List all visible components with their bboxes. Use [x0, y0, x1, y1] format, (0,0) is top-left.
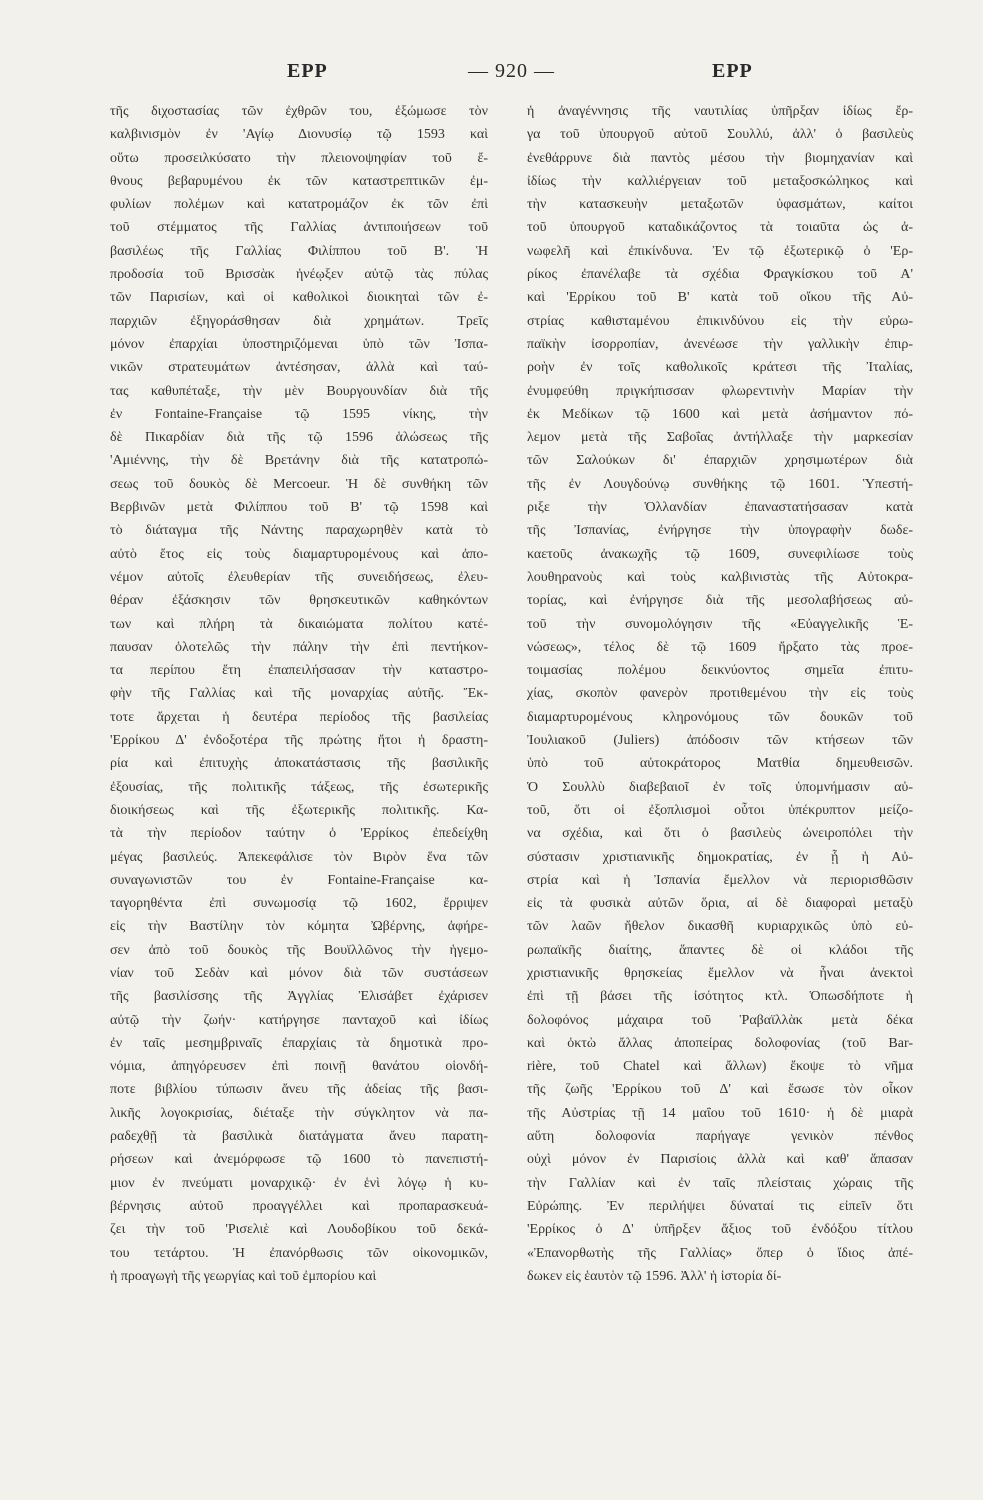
text-line: ἰδίως τὴν καλλιέργειαν τοῦ μεταξοσκώληκος καὶ: [527, 173, 913, 189]
text-line: ἐκ Μεδίκων τῷ 1600 καὶ μετὰ ἀσήμαντον πό-: [527, 406, 913, 422]
text-line: θέραν ἐξάσκησιν τῶν θρησκευτικῶν καθηκόντων: [110, 593, 488, 609]
text-line: φυλίων πολέμων καὶ κατατρομάζον ἐκ τῶν ἐπὶ: [110, 197, 488, 213]
text-line: των καὶ πλήρη τὰ δικαιώματα πολίτου κατέ-: [110, 616, 488, 632]
text-line: οὐχὶ μόνον ἐν Παρισίοις ἀλλὰ καὶ καθ' ἅπασαν: [527, 1152, 913, 1168]
text-line: τοῦ τὴν συνομολόγησιν τῆς «Εὐαγγελικῆς Ἑ-: [527, 616, 913, 632]
text-line: τοῦ, ὅτι οἱ ἐξοπλισμοὶ οὗτοι ὑπέκρυπτον μείζο-: [527, 802, 913, 818]
text-line: συναγωνιστῶν του ἐν Fontaine-Française κα-: [110, 872, 488, 888]
text-line: τορίας, καὶ ἐνήργησε διὰ τῆς μεσολαβήσεως αὐ-: [527, 593, 913, 609]
right-text-column: [527, 100, 913, 1288]
text-line: λικῆς λογοκρισίας, διέταξε τὴν σύγκλητον νὰ πα-: [110, 1105, 488, 1121]
text-line: ἡ ἀναγέννησις τῆς ναυτιλίας ὑπῆρξαν ἰδίως ἔρ-: [527, 104, 913, 119]
text-line: καετοῦς ἀνακωχῆς τῷ 1609, συνεφιλίωσε τοὺς: [527, 546, 913, 562]
text-line: χίας, σκοπὸν φανερὸν προτιθεμένου τὴν εἰς τοὺς: [527, 686, 913, 702]
text-line: νικῶν στρατευμάτων ἀντέσησαν, ἀλλὰ καὶ ταύ-: [110, 360, 488, 376]
text-line: ρήσεων καὶ ἀνεμόρφωσε τῷ 1600 τὸ πανεπιστή-: [110, 1152, 488, 1168]
text-line: τῶν Παρισίων, καὶ οἱ καθολικοὶ διοικηταὶ τῶν ἐ-: [110, 290, 488, 306]
text-line: τοιμασίας πολέμου δεικνύοντος σημεῖα ἐπιτυ-: [527, 663, 913, 679]
text-line: δωκεν εἰς ἑαυτὸν τῷ 1596. Ἀλλ' ἡ ἱστορία δί-: [527, 1268, 782, 1284]
text-line: ραδεχθῇ τὰ βασιλικὰ διατάγματα ἄνευ παρατη-: [110, 1129, 488, 1145]
text-line: αὐτὸ ἔτος εἰς τοὺς διαμαρτυρομένους καὶ ἀπο-: [110, 546, 488, 562]
text-line: Βερβινῶν μετὰ Φιλίππου τοῦ Β' τῷ 1598 καὶ: [110, 500, 488, 516]
text-line: ὑπὸ τοῦ αὐτοκράτορος Ματθία δημευθεισῶν.: [527, 756, 913, 772]
text-line: σύστασιν χριστιανικῆς δημοκρατίας, ἐν ᾗ ἡ Αὐ-: [527, 849, 913, 865]
text-line: ρωπαϊκῆς διαίτης, ἅπαντες δὲ οἱ κλάδοι τῆς: [527, 942, 913, 958]
text-line: καλβινισμὸν ἐν 'Αγίῳ Διονυσίῳ τῷ 1593 καὶ: [110, 127, 488, 143]
header-left-keyword: ΕΡΡ: [287, 60, 328, 82]
text-line: τῆς ἐν Λουγδούνῳ συνθήκης τῷ 1601. Ὑπεστή-: [527, 476, 913, 492]
text-line: γα τοῦ ὑπουργοῦ αὐτοῦ Σουλλύ, ἀλλ' ὁ βασιλεὺς: [527, 127, 913, 143]
text-line: ἐνυμφεύθη πριγκήπισσαν φλωρεντινὴν Μαρίαν τὴν: [527, 383, 913, 399]
left-text-column: [110, 100, 488, 1288]
text-line: θνους βεβαρυμένου ἐκ τῶν καταστρεπτικῶν ἐμ-: [110, 173, 488, 189]
text-line: τὴν κατασκευὴν μεταξωτῶν ὑφασμάτων, καίτοι: [527, 197, 913, 213]
text-line: καὶ ὀκτὼ ἄλλας ἀποπείρας δολοφονίας (τοῦ Bar-: [527, 1035, 913, 1051]
text-line: νωφελῆ καὶ ἐπικίνδυνα. Ἐν τῷ ἐξωτερικῷ ὁ 'Ερ-: [527, 243, 913, 259]
text-line: τοῦ στέμματος τῆς Γαλλίας ἀντιποιήσεων τοῦ: [110, 220, 488, 236]
text-line: προδοσία τοῦ Βρισσὰκ ἠνέῳξεν αὐτῷ τὰς πύλας: [110, 267, 488, 283]
text-line: αὕτη δολοφονία παρήγαγε γενικὸν πένθος: [527, 1129, 913, 1145]
page-header: [0, 60, 983, 90]
text-line: τα περίπου ἔτη ἐπαπειλήσασαν τὴν καταστρο-: [110, 663, 488, 679]
text-line: 'Ερρίκος ὁ Δ' ὑπῆρξεν ἄξιος τοῦ ἐνδόξου τίτλου: [527, 1222, 913, 1238]
text-line: ροὴν ἐν τοῖς καθολικοῖς κράτεσι τῆς Ἰταλίας,: [527, 360, 913, 376]
text-line: δολοφόνος μάχαιρα τοῦ Ῥαβαϊλλὰκ μετὰ δέκα: [527, 1012, 913, 1028]
text-line: ταγορηθέντα ἐπὶ συνωμοσίᾳ τῷ 1602, ἔρριψεν: [110, 896, 488, 912]
text-line: τοῦ ὑπουργοῦ καταδικάζοντος τὰ τοιαῦτα ὡς ἀ-: [527, 220, 913, 236]
text-line: 'Ερρίκου Δ' ἐνδοξοτέρα τῆς πρώτης ἤτοι ἡ δραστη-: [110, 733, 488, 749]
text-line: αὐτῷ τὴν ζωήν· κατήργησε πανταχοῦ καὶ ἰδίως: [110, 1012, 488, 1028]
text-line: τὴν Γαλλίαν καὶ ἐν ταῖς πλείσταις χώραις τῆς: [527, 1175, 913, 1191]
text-line: ἐνεθάρρυνε διὰ παντὸς μέσου τὴν βιομηχανίαν καὶ: [527, 150, 913, 166]
text-line: ἡ προαγωγὴ τῆς γεωργίας καὶ τοῦ ἐμπορίου καὶ: [110, 1268, 377, 1284]
text-line: τῆς ζωῆς 'Ερρίκου τοῦ Δ' καὶ ἔσωσε τὸν οἶκον: [527, 1082, 913, 1098]
text-line: τῆς Αὐστρίας τῇ 14 μαΐου τοῦ 1610· ἡ δὲ μιαρὰ: [527, 1105, 913, 1121]
text-line: τοτε ἄρχεται ἡ δευτέρα περίοδος τῆς βασιλείας: [110, 709, 488, 725]
text-line: να σχέδια, καὶ ὅτι ὁ βασιλεὺς ὠνειροπόλει τὴν: [527, 826, 913, 842]
text-line: τῆς διχοστασίας τῶν ἐχθρῶν του, ἐξώμωσε τὸν: [110, 104, 488, 119]
text-line: Εὐρώπης. Ἐν περιλήψει δύναταί τις εἰπεῖν ὅτι: [527, 1198, 913, 1214]
text-line: νώσεως», τέλος δὲ τῷ 1609 ἤρξατο τὰς προε-: [527, 639, 913, 655]
text-line: εἰς τὰ φυσικὰ αὐτῶν ὅρια, αἱ δὲ διαφοραὶ μεταξὺ: [527, 896, 913, 912]
text-line: «Ἐπανορθωτὴς τῆς Γαλλίας» ὅπερ ὁ ἴδιος ἀπέ-: [527, 1245, 913, 1261]
text-line: ἐπὶ τῇ βάσει τῆς ἰσότητος κτλ. Ὁπωσδήποτε ἡ: [527, 989, 913, 1005]
text-line: του τετάρτου. Ἡ ἐπανόρθωσις τῶν οἰκονομικῶν,: [110, 1245, 488, 1261]
text-line: χριστιανικῆς θρησκείας ἔμελλον νὰ ἦναι ἀνεκτοὶ: [527, 965, 913, 981]
text-line: βέρνησις αὐτοῦ προαγγέλλει καὶ προπαρασκευά-: [110, 1198, 488, 1214]
text-line: ἐν Fontaine-Française τῷ 1595 νίκης, τὴν: [110, 406, 488, 422]
text-line: καὶ 'Ερρίκου τοῦ Β' κατὰ τοῦ οἴκου τῆς Αὐ-: [527, 290, 913, 306]
text-line: ἐξουσίας, τῆς πολιτικῆς τάξεως, τῆς ἐσωτερικῆς: [110, 779, 488, 795]
text-line: μιον ἐν πνεύματι μοναρχικῷ· ἐν ἑνὶ λόγῳ ἡ κυ-: [110, 1175, 488, 1191]
text-line: σεως τοῦ δουκὸς δὲ Mercoeur. Ἡ δὲ συνθήκη τῶν: [110, 476, 488, 492]
text-line: στρία καὶ ἡ Ἰσπανία ἔμελλον νὰ περιορισθῶσιν: [527, 872, 913, 888]
text-line: νίαν τοῦ Σεδὰν καὶ μόνον διὰ τῶν συστάσεων: [110, 965, 488, 981]
text-line: rière, τοῦ Chatel καὶ ἄλλων) ἔκοψε τὸ νῆμα: [527, 1059, 913, 1075]
text-line: εἰς τὴν Βαστίλην τὸν κόμητα Ὠβέρνης, ἀφήρε-: [110, 919, 488, 935]
text-line: τὰ τὴν περίοδον ταύτην ὁ 'Ερρίκος ἐπεδείχθη: [110, 826, 488, 842]
text-line: φὴν τῆς Γαλλίας καὶ τῆς μοναρχίας αὐτῆς. Ἔκ-: [110, 686, 488, 702]
text-line: τῶν Σαλούκων δι' ἐπαρχιῶν χρησιμωτέρων διὰ: [527, 453, 913, 469]
text-line: ριξε τὴν Ὁλλανδίαν ἐπαναστατήσασαν κατὰ: [527, 500, 913, 516]
text-line: τῶν λαῶν ἤθελον δικασθῆ κυριαρχικῶς ὑπὸ εὐ-: [527, 919, 913, 935]
text-line: διαμαρτυρομένους κληρονόμους τῶν δουκῶν τοῦ: [527, 709, 913, 725]
page-number: — 920 —: [468, 60, 555, 82]
text-line: λουθηρανοὺς καὶ τοὺς καλβινιστὰς τῆς Αὐτοκρα-: [527, 569, 913, 585]
text-line: ρίκος ἐπανέλαβε τὰ σχέδια Φραγκίσκου τοῦ Α': [527, 267, 913, 283]
text-line: τας καθυπέταξε, τὴν μὲν Βουργουνδίαν διὰ τῆς: [110, 383, 488, 399]
text-line: τῆς βασιλίσσης τῆς Ἀγγλίας Ἐλισάβετ ἐχάρισεν: [110, 989, 488, 1005]
text-line: μέγας βασιλεύς. Ἀπεκεφάλισε τὸν Βιρὸν ἕνα τῶν: [110, 849, 488, 865]
text-line: ρία καὶ ἐπιτυχὴς ἀποκατάστασις τῆς βασιλικῆς: [110, 756, 488, 772]
text-line: παϊκὴν ἰσορροπίαν, ἀνενέωσε τὴν γαλλικὴν ἐπιρ-: [527, 336, 913, 352]
text-line: ζει τὴν τοῦ 'Ρισελιὲ καὶ Λουδοβίκου τοῦ δεκά-: [110, 1222, 488, 1238]
text-line: 'Αμιέννης, τὴν δὲ Βρετάνην διὰ τῆς κατατροπώ-: [110, 453, 488, 469]
text-line: βασιλέως τῆς Γαλλίας Φιλίππου τοῦ Β'. Ἡ: [110, 243, 488, 259]
text-line: σεν ἀπὸ τοῦ δουκὸς τῆς Βουϊλλῶνος τὴν ἡγεμο-: [110, 942, 488, 958]
text-line: τῆς Ἰσπανίας, ἐνήργησε τὴν ὑπογραφὴν δωδε-: [527, 523, 913, 539]
text-line: διοικήσεως καὶ τῆς ἐξωτερικῆς πολιτικῆς. Κα-: [110, 802, 488, 818]
text-line: ἐν ταῖς μεσημβριναῖς ἐπαρχίαις τὰ δημοτικὰ προ-: [110, 1035, 488, 1051]
text-line: λεμον μετὰ τῆς Σαβοΐας ἀντήλλαξε τὴν μαρκεσίαν: [527, 430, 913, 446]
text-line: μόνον ἐπαρχίαι ὑποστηριζόμεναι ὑπὸ τῶν Ἰσπα-: [110, 336, 488, 352]
text-line: δὲ Πικαρδίαν διὰ τῆς τῷ 1596 ἁλώσεως τῆς: [110, 430, 488, 446]
text-line: παυσαν ὁλοτελῶς τὴν πάλην τὴν ἐπὶ πεντήκον-: [110, 639, 488, 655]
text-line: νέμον αὐτοῖς ἐλευθερίαν τῆς συνειδήσεως, ἐλευ-: [110, 569, 488, 585]
text-line: τὸ διάταγμα τῆς Νάντης παραχωρηθὲν κατὰ τὸ: [110, 523, 488, 539]
text-line: Ἰουλιακοῦ (Juliers) ἀπόδοσιν τῶν κτήσεων τῶν: [527, 733, 913, 749]
text-line: νόμια, ἀπηγόρευσεν ἐπὶ ποινῇ θανάτου οἱονδή-: [110, 1059, 488, 1075]
text-line: ποτε βιβλίου τύπωσιν ἄνευ τῆς ἀδείας τῆς βασι-: [110, 1082, 488, 1098]
text-line: παρχιῶν ἐξηγοράσθησαν διὰ χρημάτων. Τρεῖς: [110, 313, 488, 329]
text-line: οὕτω προσειλκύσατο τὴν πλειονοψηφίαν τοῦ ἔ-: [110, 150, 488, 166]
text-line: στρίας καθισταμένου ἐπικινδύνου εἰς τὴν εὐρω-: [527, 313, 913, 329]
text-line: Ὁ Σουλλὺ διαβεβαιοῖ ἐν τοῖς ὑπομνήμασιν αὐ-: [527, 779, 913, 795]
header-right-keyword: ΕΡΡ: [712, 60, 753, 82]
